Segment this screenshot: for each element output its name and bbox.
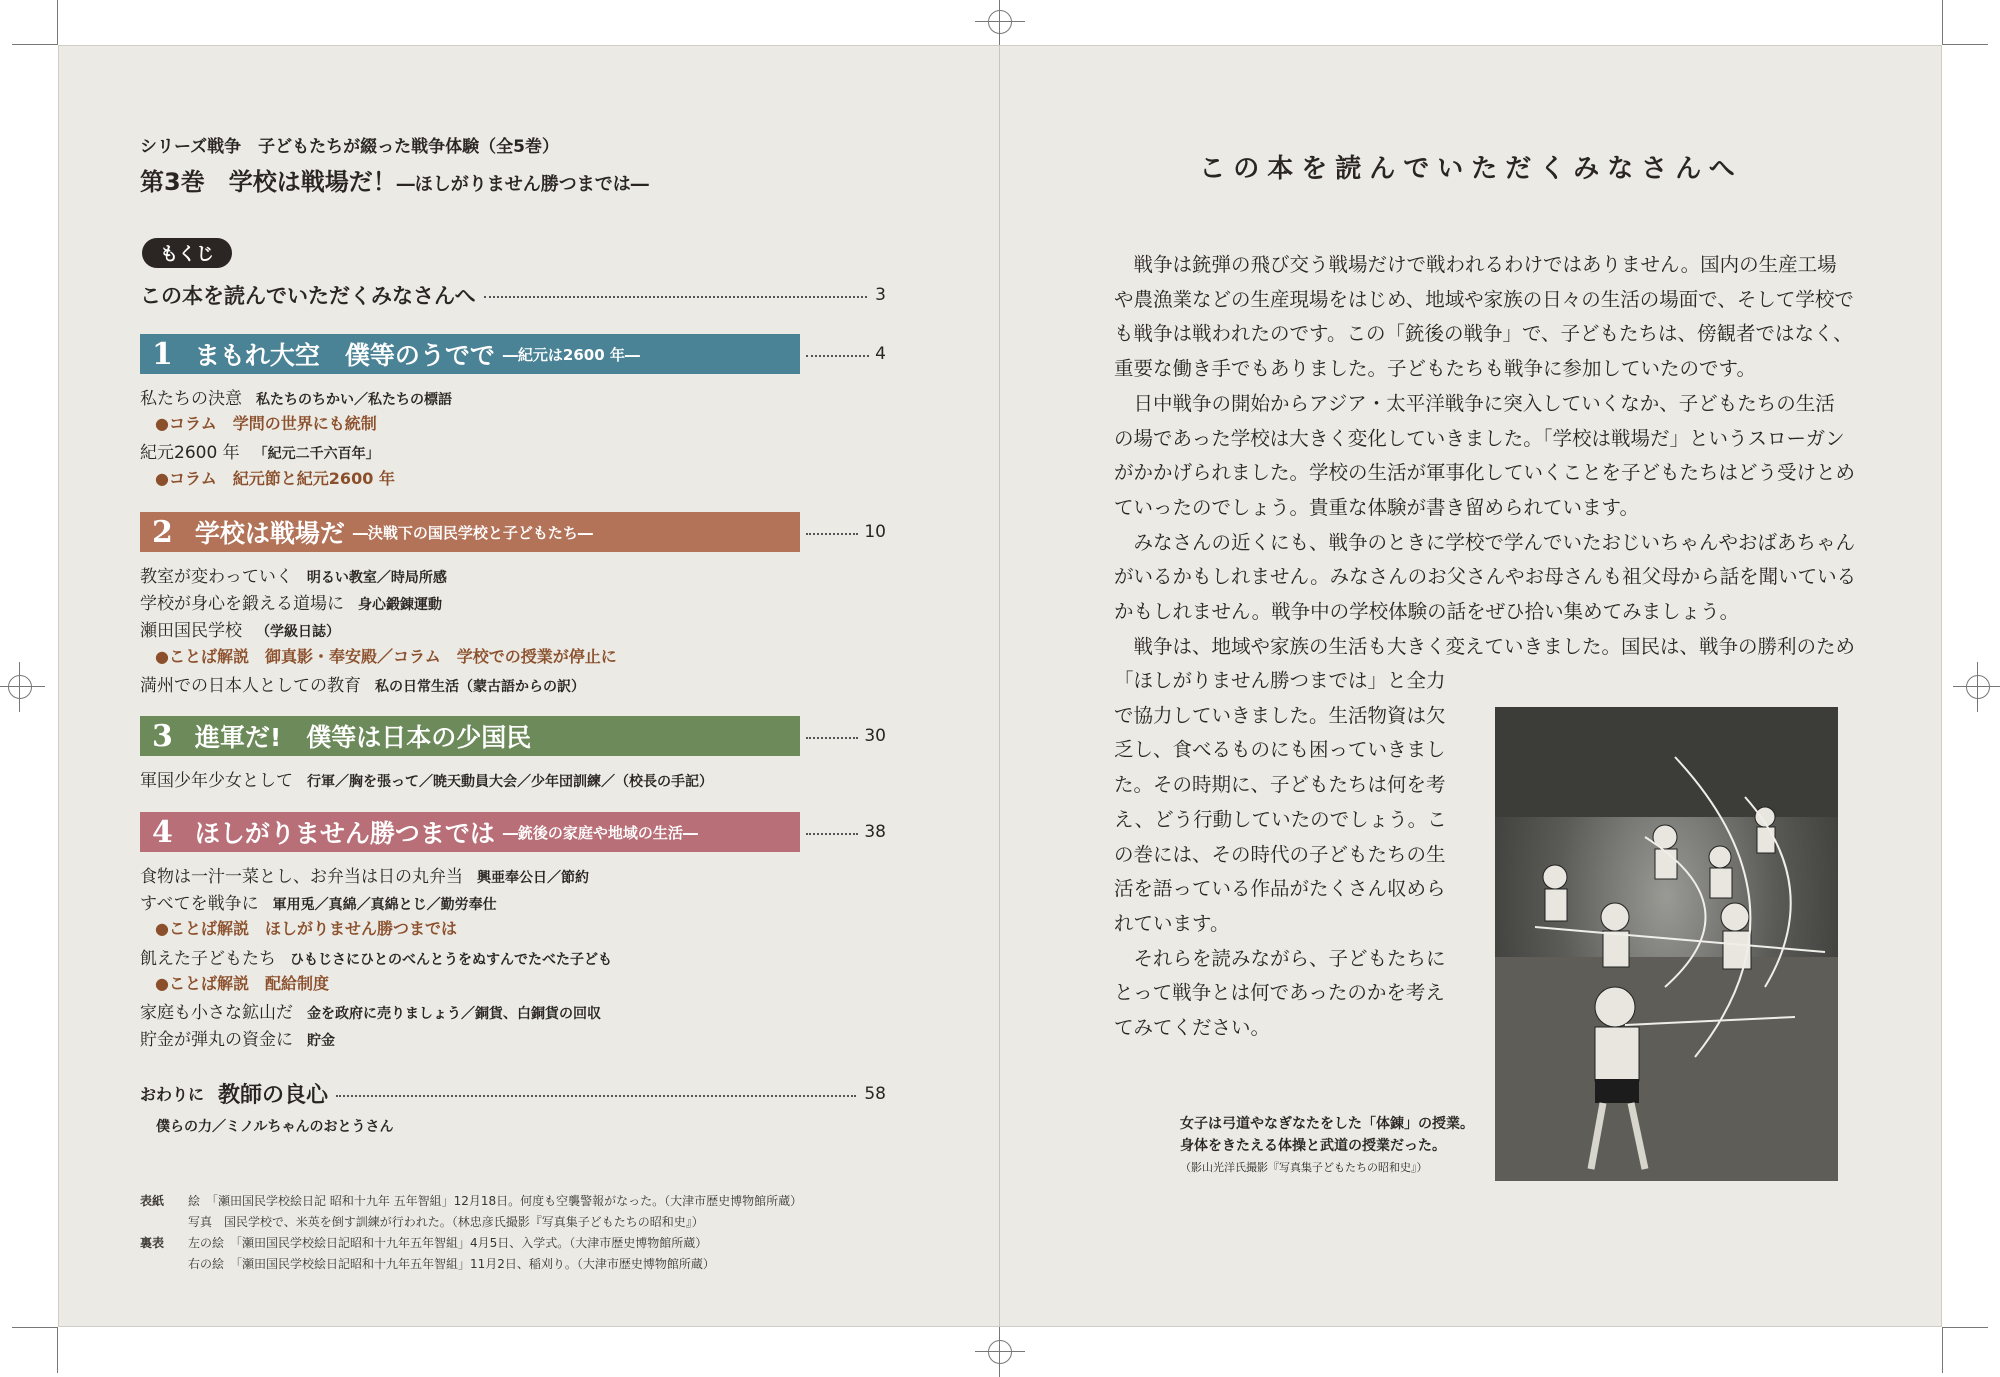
toc-item-title: 家庭も小さな鉱山だ [140, 1003, 293, 1023]
toc-item-subtitle: 貯金 [307, 1033, 335, 1050]
chapter-subtitle: ―紀元は2600 年― [502, 345, 640, 364]
chapter-banner [140, 512, 800, 552]
toc-item [140, 616, 340, 641]
credit-text: 右の絵 「瀬田国民学校絵日記昭和十九年五年智組」11月2日、稲刈り。（大津市歴史博物館所蔵） [188, 1257, 715, 1271]
crop-mark [57, 1328, 58, 1373]
chapter-number: 2 [152, 514, 173, 550]
ending-prefix: おわりに [140, 1085, 205, 1104]
toc-item-subtitle: 明るい教室／時局所感 [306, 570, 447, 586]
toc-ending-entry[interactable] [140, 1078, 886, 1109]
credit-text: 左の絵 「瀬田国民学校絵日記昭和十九年五年智組」4月5日、入学式。（大津市歴史博物館所蔵） [188, 1236, 708, 1250]
caption-line: 身体をきたえる体操と武道の授業だった。 [1180, 1138, 1446, 1154]
toc-item [140, 944, 612, 969]
body-line: れています。 [1114, 911, 1230, 935]
toc-item [140, 766, 713, 791]
body-line: とって戦争とは何であったのかを考え [1114, 981, 1445, 1005]
page-number: 38 [864, 822, 886, 842]
toc-item [140, 589, 442, 614]
contents-badge: もくじ [142, 238, 232, 268]
crop-mark [1942, 44, 1988, 45]
toc-item-subtitle: （学級日誌） [256, 624, 340, 641]
crop-mark [57, 0, 58, 44]
ending-title: 教師の良心 [218, 1083, 329, 1108]
caption-credit: （影山光洋氏撮影『写真集子どもたちの昭和史』） [1180, 1161, 1428, 1174]
credit-text: 絵 「瀬田国民学校絵日記 昭和十九年 五年智組」12月18日。何度も空襲警報がなった。（大津市歴史博物館所蔵） [188, 1194, 803, 1208]
toc-intro-entry[interactable] [140, 280, 886, 310]
body-line: 「ほしがりません勝つまでは」と全力 [1114, 669, 1446, 692]
toc-item-subtitle: 私の日常生活（蒙古語からの訳） [375, 678, 585, 695]
toc-item-title: 教室が変わっていく [140, 567, 293, 587]
body-line: 活を語っている作品がたくさん収めら [1114, 877, 1446, 901]
toc-item [140, 562, 447, 587]
toc-item-title: 満州での日本人としての教育 [140, 675, 361, 696]
chapter-number: 4 [152, 814, 173, 850]
credit-line [140, 1213, 704, 1230]
chapter-number: 1 [152, 336, 173, 372]
volume-subtitle: ―ほしがりません勝つまでは― [396, 174, 649, 195]
crop-mark [1942, 1328, 1943, 1373]
toc-item [140, 671, 585, 696]
body-line: 戦争は銃弾の飛び交う戦場だけで戦われるわけではありません。国内の生産工場 [1114, 253, 1837, 276]
credit-key: 裏表 [140, 1236, 165, 1250]
credit-line [140, 1255, 715, 1272]
leader-dots [336, 1095, 856, 1097]
toc-item [140, 862, 589, 887]
body-line: や農漁業などの生産現場をはじめ、地域や家族の日々の生活の場面で、そして学校で [1114, 287, 1854, 311]
ending-subtitles: 僕らの力／ミノルちゃんのおとうさん [156, 1119, 394, 1135]
chapter-2-entry[interactable] [140, 512, 886, 552]
page-number: 10 [864, 522, 886, 542]
toc-item [140, 1025, 335, 1050]
toc-item-title: 飢えた子どもたち [140, 948, 276, 969]
body-line: 戦争は、地域や家族の生活も大きく変えていきました。国民は、戦争の勝利のため [1114, 634, 1856, 658]
toc-item-title: 貯金が弾丸の資金に [140, 1030, 293, 1051]
photo-caption [1180, 1113, 1474, 1179]
chapter-title: 進軍だ! 僕等は日本の少国民 [194, 723, 532, 752]
toc-item-subtitle: ひもじさにひとのべんとうをぬすんでたべた子ども [290, 951, 612, 968]
toc-item-subtitle: 興亜奉公日／節約 [477, 870, 589, 886]
chapter-title: まもれ大空 僕等のうでで [194, 341, 495, 370]
page-number: 58 [864, 1083, 886, 1104]
toc-item-title: 私たちの決意 [140, 389, 242, 409]
toc-item-subtitle: 金を政府に売りましょう／銅貨、白銅貨の回収 [307, 1006, 601, 1022]
toc-item-title: 軍国少年少女として [140, 771, 293, 791]
toc-intro-label: この本を読んでいただくみなさんへ [140, 284, 476, 308]
foreword-body-wrapped [1114, 664, 1484, 1046]
chapter-banner [140, 812, 800, 852]
series-title: シリーズ戦争 子どもたちが綴った戦争体験（全5巻） [140, 137, 559, 157]
chapter-subtitle: ―銃後の家庭や地域の生活― [502, 823, 698, 842]
toc-item-subtitle: 私たちのちかい／私たちの標語 [256, 392, 452, 408]
body-line: それらを読みながら、子どもたちに [1114, 946, 1446, 970]
gutter-divider [999, 45, 1000, 1327]
body-line: 日中戦争の開始からアジア・太平洋戦争に突入していくなか、子どもたちの生活 [1114, 391, 1835, 415]
registration-mark [1966, 675, 1990, 699]
leader-dots [806, 833, 858, 835]
body-line: 乏し、食べるものにも困っていきまし [1114, 738, 1446, 762]
leader-dots [806, 533, 858, 535]
toc-item [140, 384, 452, 409]
toc-item-subtitle: 軍用兎／真綿／真綿とじ／勤労奉仕 [272, 897, 497, 914]
body-line: ていったのでしょう。貴重な体験が書き留められています。 [1114, 495, 1639, 519]
leader-dots [806, 737, 858, 739]
chapter-number: 3 [152, 718, 173, 754]
caption-line: 女子は弓道やなぎなたをした「体錬」の授業。 [1180, 1116, 1474, 1132]
body-line: かもしれません。戦争中の学校体験の話をぜひ拾い集めてみましょう。 [1114, 600, 1740, 624]
credit-key: 表紙 [140, 1194, 165, 1208]
page-number: 3 [875, 285, 886, 305]
column-note: ●ことば解説 配給制度 [155, 973, 329, 993]
toc-item [140, 889, 497, 914]
toc-item-subtitle: 「紀元二千六百年」 [253, 446, 380, 463]
body-line: え、どう行動していたのでしょう。こ [1114, 807, 1447, 831]
chapter-1-entry[interactable] [140, 334, 886, 374]
crop-mark [12, 44, 58, 45]
body-line: がいるかもしれません。みなさんのお父さんやお母さんも祖父母から話を聞いている [1114, 565, 1857, 589]
body-line: みなさんの近くにも、戦争のときに学校で学んでいたおじいちゃんやおばあちゃん [1114, 530, 1856, 554]
toc-item [140, 998, 601, 1023]
body-line: の場であった学校は大きく変化していきました。「学校は戦場だ」というスローガン [1114, 426, 1845, 450]
registration-mark [988, 10, 1012, 34]
crop-mark [1942, 0, 1943, 44]
toc-item-title: すべてを戦争に [140, 894, 259, 915]
chapter-banner [140, 334, 800, 374]
toc-item-subtitle: 身心鍛錬運動 [358, 597, 442, 614]
toc-item [140, 438, 380, 463]
chapter-banner [140, 716, 800, 756]
chapter-subtitle: ―決戦下の国民学校と子どもたち― [352, 523, 593, 542]
registration-mark [988, 1340, 1012, 1364]
registration-mark [8, 675, 32, 699]
credit-line [140, 1192, 802, 1209]
foreword-title: この本を読んでいただくみなさんへ [1199, 154, 1743, 184]
photo-illustration [1495, 707, 1838, 1181]
chapter-title: ほしがりません勝つまでは [194, 819, 495, 848]
column-note: ●ことば解説 御真影・奉安殿／コラム 学校での授業が停止に [155, 646, 617, 666]
toc-item-title: 学校が身心を鍛える道場に [140, 594, 344, 615]
body-line: てみてください。 [1114, 1016, 1271, 1040]
body-line: の巻には、その時代の子どもたちの生 [1114, 842, 1446, 866]
column-note: ●ことば解説 ほしがりません勝つまでは [155, 919, 457, 939]
leader-dots [484, 296, 868, 298]
body-line: で協力していきました。生活物資は欠 [1114, 703, 1446, 727]
volume-main-title: 第3巻 学校は戦場だ！ [140, 168, 397, 196]
chapter-3-entry[interactable] [140, 716, 886, 756]
page-number: 4 [875, 344, 886, 364]
body-line: た。その時期に、子どもたちは何を考 [1114, 773, 1446, 797]
body-line: も戦争は戦われたのです。この「銃後の戦争」で、子どもたちは、傍観者ではなく、 [1114, 322, 1853, 346]
column-note: ●コラム 学問の世界にも統制 [155, 414, 377, 434]
toc-item-title: 瀬田国民学校 [140, 621, 242, 642]
chapter-title: 学校は戦場だ [194, 519, 345, 548]
credit-line [140, 1234, 707, 1251]
body-line: がかかげられました。学校の生活が軍事化していくことを子どもたちはどう受けとめ [1114, 461, 1856, 485]
toc-item-title: 紀元2600 年 [140, 443, 240, 464]
crop-mark [1942, 1327, 1988, 1328]
toc-item-title: 食物は一汁一菜とし、お弁当は日の丸弁当 [140, 867, 463, 887]
foreword-body [1114, 248, 1857, 664]
page-number: 30 [864, 726, 886, 746]
body-line: 重要な働き手でもありました。子どもたちも戦争に参加していたのです。 [1114, 357, 1756, 381]
leader-dots [806, 355, 869, 357]
credit-text: 写真 国民学校で、米英を倒す訓練が行われた。（林忠彦氏撮影『写真集子どもたちの昭和史』） [188, 1215, 704, 1229]
chapter-4-entry[interactable] [140, 812, 886, 852]
column-note: ●コラム 紀元節と紀元2600 年 [155, 468, 395, 488]
volume-title [140, 162, 649, 197]
crop-mark [12, 1327, 58, 1328]
toc-item-subtitle: 行軍／胸を張って／暁天動員大会／少年団訓練／（校長の手記） [307, 774, 713, 790]
archery-class-photo [1495, 707, 1838, 1181]
